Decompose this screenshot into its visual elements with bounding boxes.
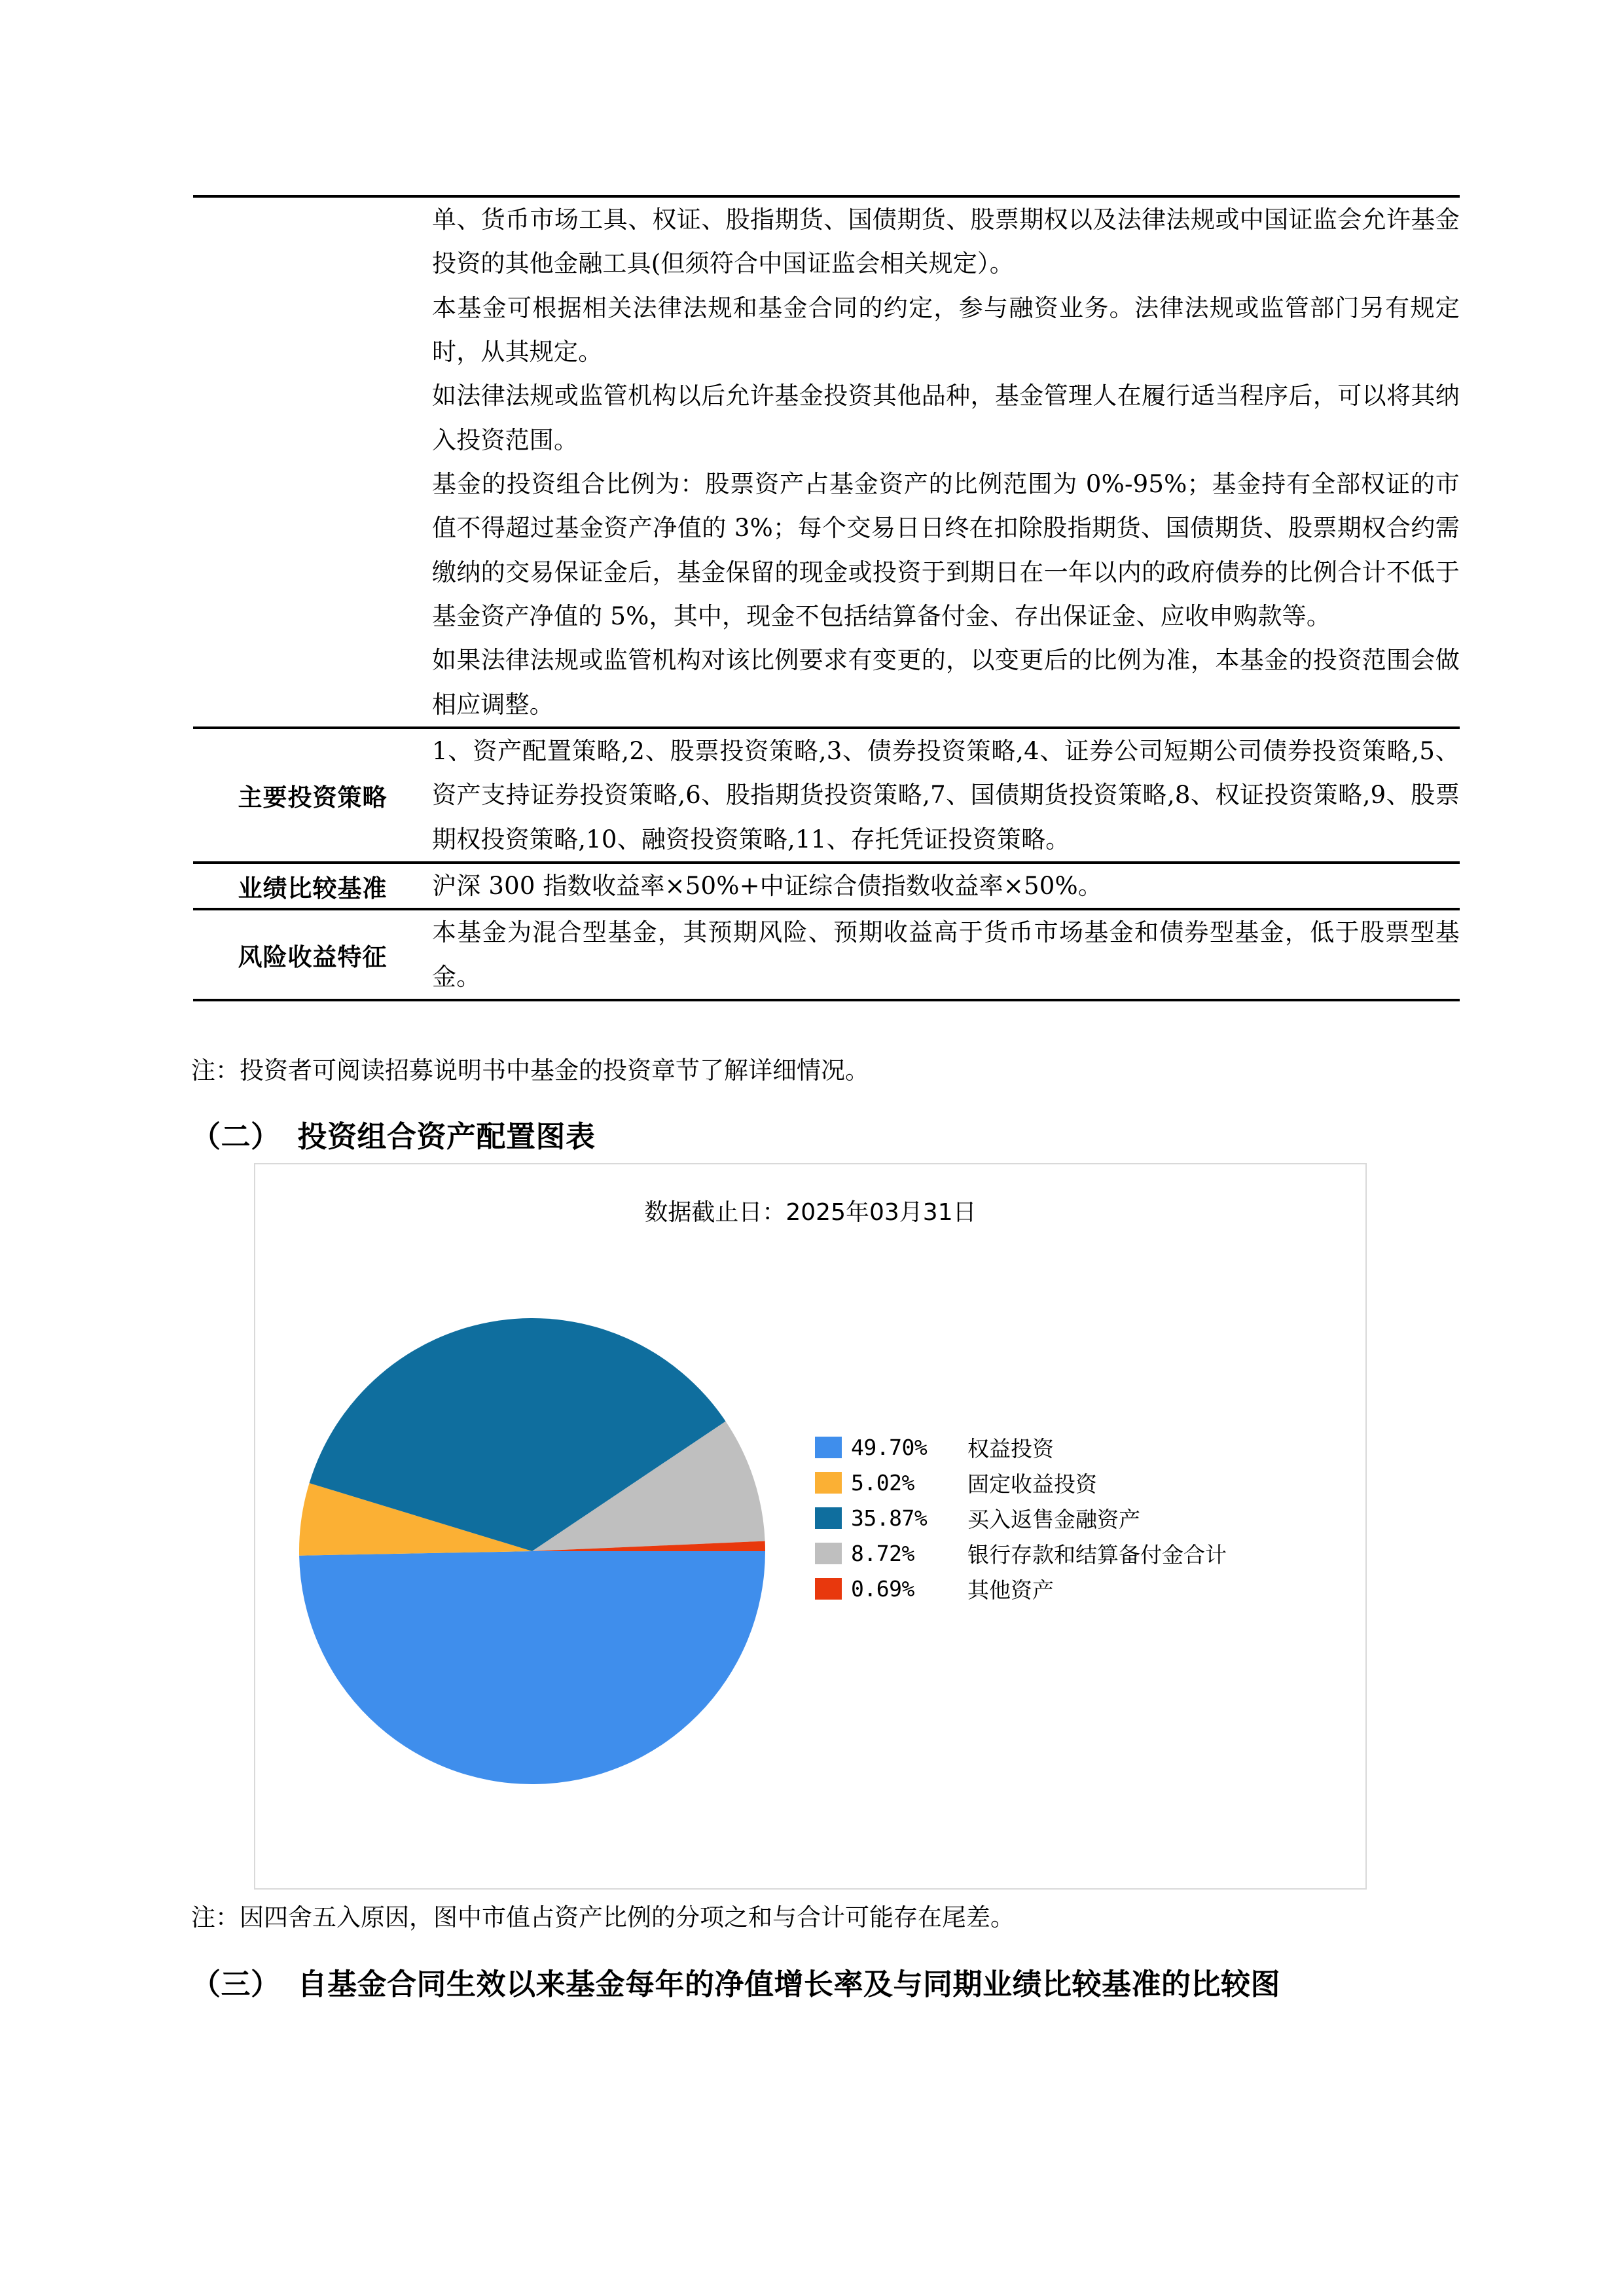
paragraph: 如法律法规或监管机构以后允许基金投资其他品种，基金管理人在履行适当程序后，可以将其纳入投资范围。 [432, 382, 1460, 454]
fund-info-table [193, 195, 1460, 1001]
legend-swatch [815, 1507, 842, 1529]
table-body [193, 196, 1460, 1000]
pie-slice-group [299, 1318, 765, 1784]
row-label-cell [193, 863, 432, 909]
legend-label: 权益投资 [967, 1435, 1054, 1462]
row-label: 风险收益特征 [238, 942, 388, 971]
legend-percentage: 49.70% [851, 1434, 928, 1460]
section-number: （二） [191, 1119, 281, 1154]
paragraph: 沪深 300 指数收益率×50%+中证综合债指数收益率×50%。 [432, 871, 1103, 900]
row-label-cell [193, 728, 432, 863]
paragraph: 1、资产配置策略,2、股票投资策略,3、债券投资策略,4、证券公司短期公司债券投资策略,5、资产支持证券投资策略,6、股指期货投资策略,7、国债期货投资策略,8、权证投资策略,9、股票期权投资策略,10、融资投资策略,11、存托凭证投资策略。 [432, 736, 1460, 853]
legend-item [815, 1535, 1227, 1571]
legend-percentage: 35.87% [851, 1505, 928, 1531]
legend-item [815, 1429, 1227, 1465]
table-row [193, 196, 1460, 728]
legend-percentage: 8.72% [851, 1540, 914, 1566]
section-title: 自基金合同生效以来基金每年的净值增长率及与同期业绩比较基准的比较图 [297, 1967, 1281, 2001]
legend-swatch [815, 1472, 842, 1494]
row-label-cell [193, 909, 432, 1000]
row-body-cell [432, 863, 1460, 909]
chart-footnote: 注：因四舍五入原因，图中市值占资产比例的分项之和与合计可能存在尾差。 [191, 1903, 1015, 1931]
row-label: 业绩比较基准 [238, 873, 388, 903]
chart-legend [815, 1429, 1227, 1606]
legend-swatch [815, 1578, 842, 1600]
legend-label: 其他资产 [967, 1577, 1054, 1603]
table-row [193, 863, 1460, 909]
row-label-cell [193, 196, 432, 728]
legend-percentage: 0.69% [851, 1575, 914, 1602]
section-number: （三） [191, 1967, 281, 2001]
table-row [193, 909, 1460, 1000]
row-body-cell [432, 909, 1460, 1000]
row-body-cell [432, 196, 1460, 728]
legend-item [815, 1465, 1227, 1500]
legend-swatch [815, 1543, 842, 1564]
pie-chart [299, 1318, 765, 1784]
section-heading-3 [191, 1960, 1280, 2003]
section-title: 投资组合资产配置图表 [297, 1119, 596, 1154]
legend-label: 买入返售金融资产 [967, 1506, 1140, 1532]
table-row [193, 728, 1460, 863]
paragraph: 基金的投资组合比例为：股票资产占基金资产的比例范围为 0%-95%；基金持有全部权证的市值不得超过基金资产净值的 3%；每个交易日日终在扣除股指期货、国债期货、股票期权合约需缴纳的交易保证金后，基金保留的现金或投资于到期日在一年以内的政府债券的比例合计不低于基金资产净值的 5%，其中，现金不包括结算备付金、存出保证金、应收申购款等。 [432, 469, 1460, 630]
asset-allocation-chart [254, 1163, 1367, 1890]
pie-slice [299, 1551, 765, 1784]
row-body-cell [432, 728, 1460, 863]
legend-swatch [815, 1437, 842, 1458]
paragraph: 如果法律法规或监管机构对该比例要求有变更的，以变更后的比例为准，本基金的投资范围会做相应调整。 [432, 646, 1460, 719]
legend-item [815, 1571, 1227, 1606]
paragraph: 本基金为混合型基金，其预期风险、预期收益高于货币市场基金和债券型基金，低于股票型基金。 [432, 918, 1460, 991]
section-heading-2 [191, 1113, 596, 1155]
row-label: 主要投资策略 [238, 782, 388, 812]
legend-item [815, 1500, 1227, 1535]
chart-title: 数据截止日：2025年03月31日 [644, 1199, 977, 1226]
pie-svg [299, 1318, 765, 1784]
paragraph: 单、货币市场工具、权证、股指期货、国债期货、股票期权以及法律法规或中国证监会允许基金投资的其他金融工具(但须符合中国证监会相关规定）。 [432, 206, 1460, 278]
table-footnote: 注：投资者可阅读招募说明书中基金的投资章节了解详细情况。 [191, 1056, 869, 1085]
paragraph: 本基金可根据相关法律法规和基金合同的约定，参与融资业务。法律法规或监管部门另有规定时，从其规定。 [432, 293, 1460, 366]
legend-label: 固定收益投资 [967, 1471, 1097, 1497]
legend-label: 银行存款和结算备付金合计 [967, 1541, 1227, 1568]
legend-percentage: 5.02% [851, 1469, 914, 1496]
